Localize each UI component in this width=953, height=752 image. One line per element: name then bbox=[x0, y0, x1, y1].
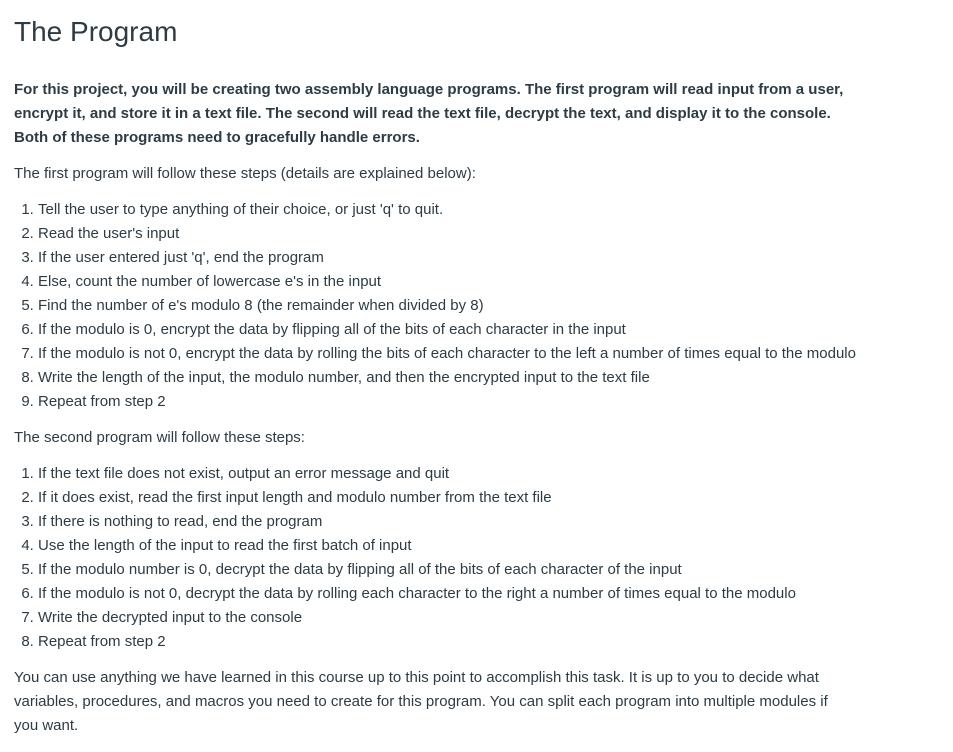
first-program-steps bbox=[14, 198, 858, 414]
list-item: 8. Repeat from step 2 bbox=[38, 630, 858, 654]
second-program-steps bbox=[14, 462, 858, 654]
list-item: 5. Find the number of e's modulo 8 (the remainder when divided by 8) bbox=[38, 294, 858, 318]
list-item: 4. Use the length of the input to read the first batch of input bbox=[38, 534, 858, 558]
list-item: 7. Write the decrypted input to the console bbox=[38, 606, 858, 630]
list-item: 1. If the text file does not exist, output an error message and quit bbox=[38, 462, 858, 486]
list-item: 2. Read the user's input bbox=[38, 222, 858, 246]
list-item: 4. Else, count the number of lowercase e's in the input bbox=[38, 270, 858, 294]
first-program-lead: The first program will follow these steps (details are explained below): bbox=[14, 165, 476, 182]
list-item: 5. If the modulo number is 0, decrypt the data by flipping all of the bits of each character of the input bbox=[38, 558, 858, 582]
second-program-lead: The second program will follow these steps: bbox=[14, 429, 305, 446]
list-item: 8. Write the length of the input, the modulo number, and then the encrypted input to the text file bbox=[38, 366, 858, 390]
list-item: 3. If the user entered just 'q', end the program bbox=[38, 246, 858, 270]
list-item: 3. If there is nothing to read, end the program bbox=[38, 510, 858, 534]
outro-paragraph: You can use anything we have learned in this course up to this point to accomplish this task. It is up to you to decide what variables, procedures, and macros you need to create for this program. You can split each program into multiple modules if you want. bbox=[14, 669, 828, 734]
list-item: 7. If the modulo is not 0, encrypt the data by rolling the bits of each character to the left a number of times equal to the modulo bbox=[38, 342, 858, 366]
list-item: 9. Repeat from step 2 bbox=[38, 390, 858, 414]
intro-paragraph: For this project, you will be creating two assembly language programs. The first program will read input from a user, encrypt it, and store it in a text file. The second will read the text file, decrypt the text, and display it to the console. Both of these programs need to gracefully handle errors. bbox=[14, 81, 844, 146]
list-item: 2. If it does exist, read the first input length and modulo number from the text file bbox=[38, 486, 858, 510]
list-item: 6. If the modulo is not 0, decrypt the data by rolling each character to the right a number of times equal to the modulo bbox=[38, 582, 858, 606]
list-item: 6. If the modulo is 0, encrypt the data by flipping all of the bits of each character in the input bbox=[38, 318, 858, 342]
list-item: 1. Tell the user to type anything of their choice, or just 'q' to quit. bbox=[38, 198, 858, 222]
page-title: The Program bbox=[14, 16, 178, 47]
